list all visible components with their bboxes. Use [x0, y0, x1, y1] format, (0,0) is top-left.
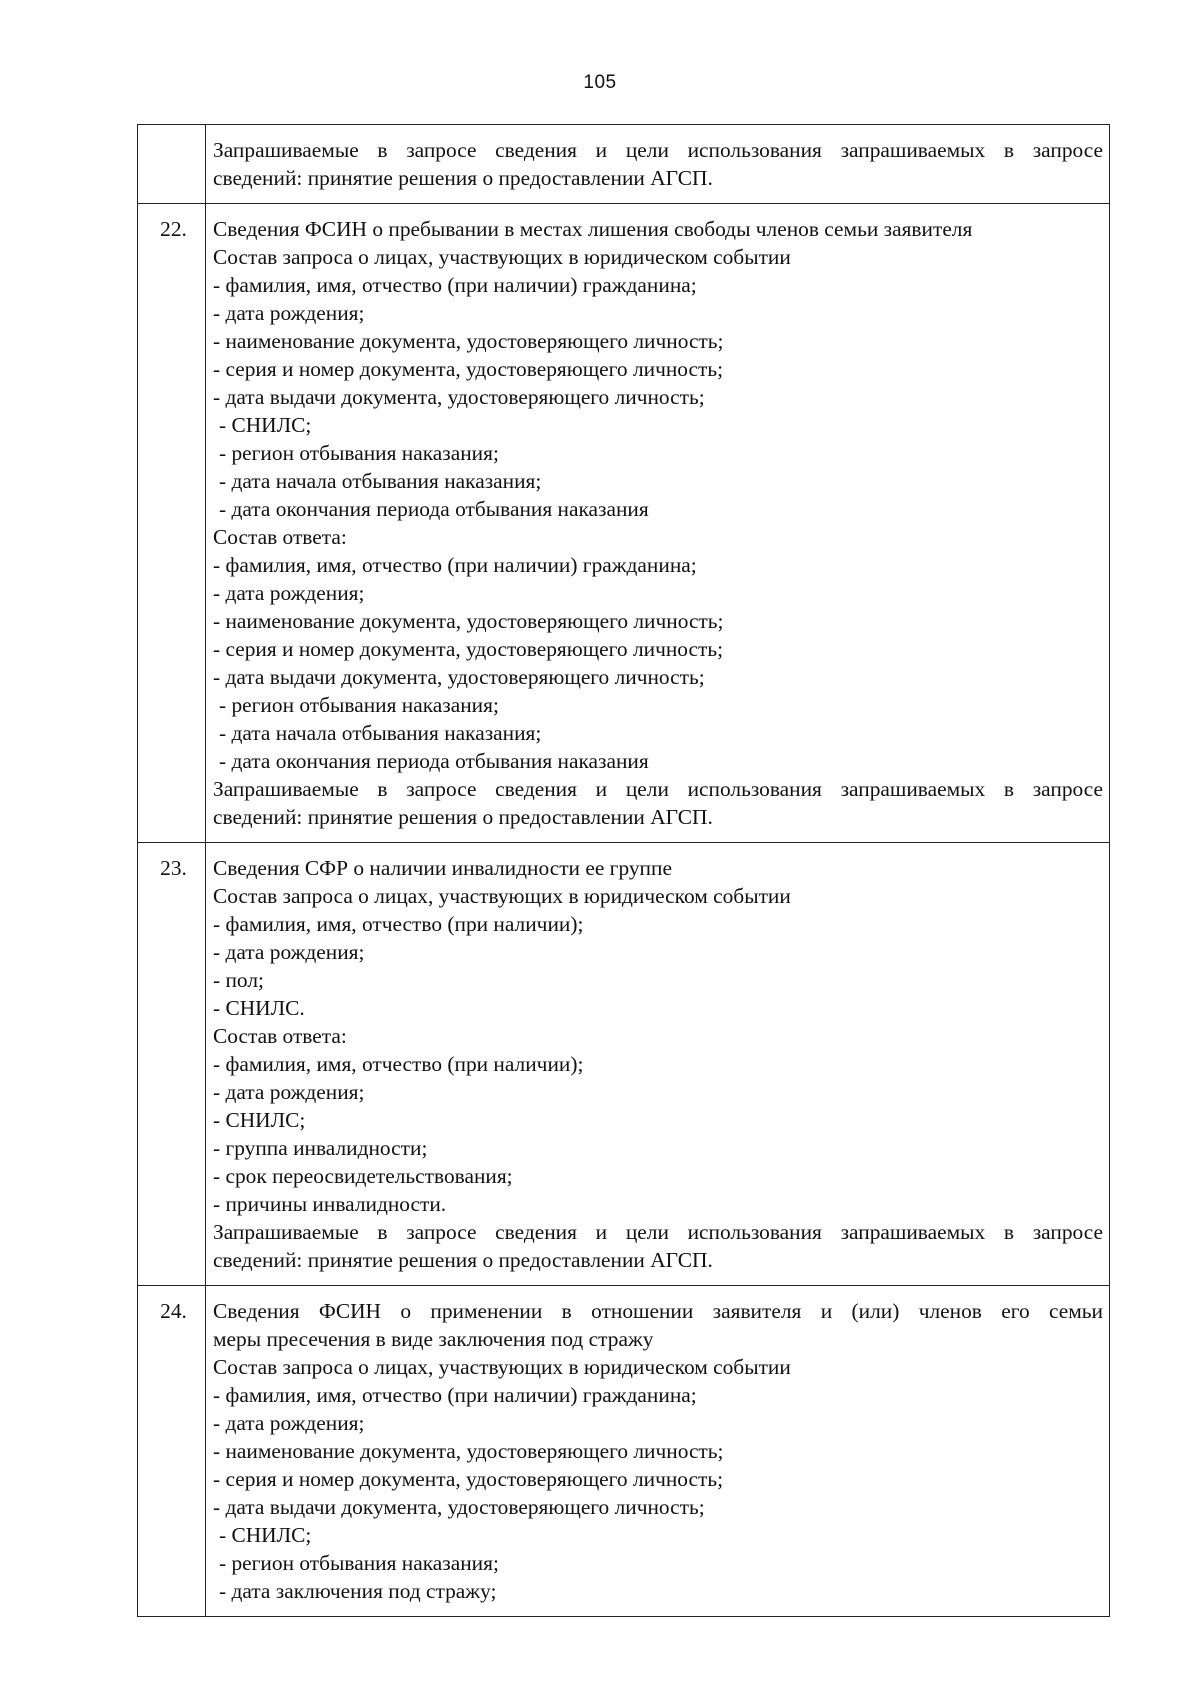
text-line: Состав запроса о лицах, участвующих в юридическом событии: [213, 884, 791, 908]
table-body: [138, 125, 1110, 1617]
requirements-table: [137, 124, 1110, 1617]
text-line: - дата окончания периода отбывания наказания: [219, 749, 649, 773]
text-line: - дата выдачи документа, удостоверяющего личность;: [213, 385, 705, 409]
text-line: - серия и номер документа, удостоверяющего личность;: [213, 1467, 724, 1491]
text-line: - группа инвалидности;: [213, 1136, 428, 1160]
text-line: - дата выдачи документа, удостоверяющего личность;: [213, 665, 705, 689]
text-line: - дата окончания периода отбывания наказания: [219, 497, 649, 521]
text-line: - дата рождения;: [213, 581, 365, 605]
text-line: Сведения ФСИН о применении в отношении заявителя и (или) членов его семьи: [213, 1299, 1103, 1323]
row-number: [138, 125, 206, 204]
text-line: - серия и номер документа, удостоверяющего личность;: [213, 357, 724, 381]
text-line: - регион отбывания наказания;: [219, 1551, 499, 1575]
text-line: - фамилия, имя, отчество (при наличии);: [213, 912, 584, 936]
row-content: [206, 125, 1110, 204]
text-line: Состав запроса о лицах, участвующих в юридическом событии: [213, 1355, 791, 1379]
text-line: - фамилия, имя, отчество (при наличии);: [213, 1052, 584, 1076]
text-line: Состав ответа:: [213, 1024, 347, 1048]
text-line: - фамилия, имя, отчество (при наличии) гражданина;: [213, 1383, 697, 1407]
row-content: [206, 1286, 1110, 1617]
text-line: - дата выдачи документа, удостоверяющего личность;: [213, 1495, 705, 1519]
text-line: - наименование документа, удостоверяющего личность;: [213, 609, 724, 633]
text-line: - регион отбывания наказания;: [219, 693, 499, 717]
text-line: сведений: принятие решения о предоставлении АГСП.: [213, 166, 713, 190]
text-line: меры пресечения в виде заключения под стражу: [213, 1327, 654, 1351]
text-line: - СНИЛС;: [213, 1108, 306, 1132]
text-line: - пол;: [213, 968, 264, 992]
text-line: Состав запроса о лицах, участвующих в юридическом событии: [213, 245, 791, 269]
table-row: [138, 204, 1110, 843]
text-line: Запрашиваемые в запросе сведения и цели использования запрашиваемых в запросе: [213, 138, 1103, 162]
text-line: - фамилия, имя, отчество (при наличии) гражданина;: [213, 553, 697, 577]
text-line: Сведения СФР о наличии инвалидности ее группе: [213, 856, 672, 880]
text-line: Запрашиваемые в запросе сведения и цели использования запрашиваемых в запросе: [213, 1220, 1103, 1244]
text-line: - наименование документа, удостоверяющего личность;: [213, 1439, 724, 1463]
row-number: 23.: [138, 843, 206, 1286]
text-line: - дата рождения;: [213, 1080, 365, 1104]
text-line: - причины инвалидности.: [213, 1192, 447, 1216]
page-number: 105: [583, 72, 617, 93]
text-line: Сведения ФСИН о пребывании в местах лишения свободы членов семьи заявителя: [213, 217, 973, 241]
text-line: - дата рождения;: [213, 940, 365, 964]
text-line: Запрашиваемые в запросе сведения и цели использования запрашиваемых в запросе: [213, 777, 1103, 801]
table-row: [138, 125, 1110, 204]
text-line: сведений: принятие решения о предоставлении АГСП.: [213, 805, 713, 829]
row-content: [206, 843, 1110, 1286]
text-line: - дата начала отбывания наказания;: [219, 721, 542, 745]
text-line: сведений: принятие решения о предоставлении АГСП.: [213, 1248, 713, 1272]
row-number: 22.: [138, 204, 206, 843]
text-line: - дата рождения;: [213, 1411, 365, 1435]
text-line: - серия и номер документа, удостоверяющего личность;: [213, 637, 724, 661]
text-line: - фамилия, имя, отчество (при наличии) гражданина;: [213, 273, 697, 297]
text-line: - СНИЛС.: [213, 996, 305, 1020]
text-line: - регион отбывания наказания;: [219, 441, 499, 465]
row-content: [206, 204, 1110, 843]
text-line: - дата начала отбывания наказания;: [219, 469, 542, 493]
table-row: [138, 1286, 1110, 1617]
row-number: 24.: [138, 1286, 206, 1617]
text-line: Состав ответа:: [213, 525, 347, 549]
text-line: - СНИЛС;: [219, 413, 312, 437]
text-line: - дата заключения под стражу;: [219, 1579, 497, 1603]
text-line: - наименование документа, удостоверяющего личность;: [213, 329, 724, 353]
table-row: [138, 843, 1110, 1286]
text-line: - дата рождения;: [213, 301, 365, 325]
text-line: - СНИЛС;: [219, 1523, 312, 1547]
text-line: - срок переосвидетельствования;: [213, 1164, 513, 1188]
